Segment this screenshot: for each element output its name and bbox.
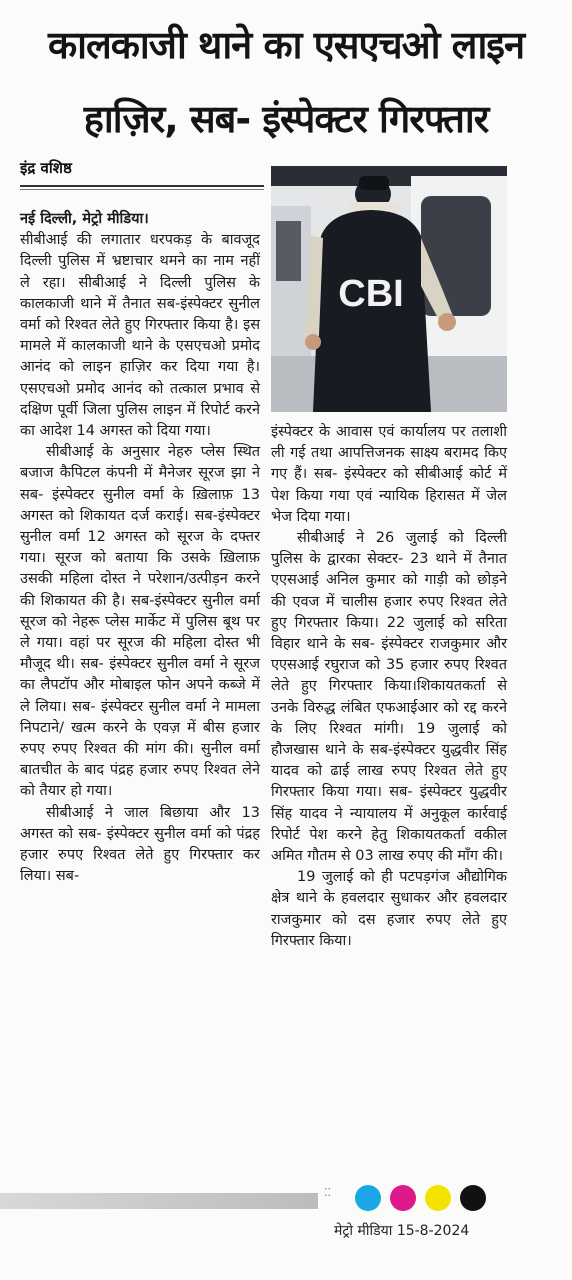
cyan-dot-icon — [355, 1185, 381, 1211]
left-paragraph-1: सीबीआई की लगातार धरपकड़ के बावजूद दिल्ली पुलिस में भ्रष्टाचार थमने का नाम नहीं ले रहा। सीबीआई ने दिल्ली पुलिस के कालकाजी थाने में तैनात सब-इंस्पेक्टर सुनील वर्मा को रिश्वत लेते हुए गिरफ्तार किया है। इस मामले में कालकाजी थाने के एसएचओ प्रमोद आनंद को लाइन हाज़िर कर दिया गया है। एसएचओ प्रमोद आनंद को तत्काल प्रभाव से दक्षिण पूर्वी जिला पुलिस लाइन में रिपोर्ट करने का आदेश 14 अगस्त को दिया गया। — [20, 232, 260, 440]
right-paragraph-1: इंस्पेक्टर के आवास एवं कार्यालय पर तलाशी ली गई तथा आपत्तिजनक साक्ष्य बरामद किए गए हैं। सब- इंस्पेक्टर को सीबीआई कोर्ट में पेश किया गया एवं न्यायिक हिरासत में जेल भेज दिया गया। — [271, 424, 507, 525]
right-paragraph-3: 19 जुलाई को ही पटपड़गंज औद्योगिक क्षेत्र थाने के हवलदार सुधाकर और हवलदार राजकुमार को दस हजार रुपए लेते हुए गिरफ्तार किया। — [271, 869, 507, 949]
left-column — [20, 209, 260, 888]
byline: इंद्र वशिष्ठ — [20, 159, 72, 177]
right-column — [271, 422, 507, 952]
yellow-dot-icon — [425, 1185, 451, 1211]
byline-rule-top — [20, 185, 264, 187]
byline-rule-bottom — [20, 189, 264, 190]
registration-mark-icon: ⁚⁚ — [324, 1186, 331, 1199]
left-paragraph-3: सीबीआई ने जाल बिछाया और 13 अगस्त को सब- इंस्पेक्टर सुनील वर्मा को पंद्रह हजार रुपए रिश्वत लेते हुए गिरफ्तार कर लिया। सब- — [20, 804, 260, 885]
left-paragraph-2: सीबीआई के अनुसार नेहरु प्लेस स्थित बजाज कैपिटल कंपनी में मैनेजर सूरज झा ने सब- इंस्पेक्टर सुनील वर्मा के ख़िलाफ़ 13 अगस्त को शिकायत दर्ज कराई। सब-इंस्पेक्टर सुनील वर्मा 12 अगस्त को सूरज के दफ्तर गया। सूरज को बताया कि उसके ख़िलाफ़ उसकी महिला दोस्त ने परेशान/उत्पीड़न करने की शिकायत की है। सब-इंस्पेक्टर सुनील वर्मा सूरज को नेहरू प्लेस मार्केट में पुलिस बूथ पर ले गया। वहां पर सूरज की महिला दोस्त भी मौजूद थी। सब- इंस्पेक्टर सुनील वर्मा ने सूरज का लैपटॉप और मोबाइल फोन अपने कब्जे में ले लिया। सब- इंस्पेक्टर सुनील वर्मा ने मामला निपटाने/ खत्म करने के एवज़ में बीस हजार रुपए रुपए रिश्वत की मांग की। सुनील वर्मा बातचीत के बाद पंद्रह हजार रुपए रिश्वत लेने को तैयार हो गया। — [20, 444, 260, 800]
black-dot-icon — [460, 1185, 486, 1211]
headline-line-1: कालकाजी थाने का एसएचओ लाइन — [47, 23, 525, 67]
headline-line-2: हाज़िर, सब- इंस्पेक्टर गिरफ्तार — [83, 97, 489, 141]
source-footer: मेट्रो मीडिया 15-8-2024 — [334, 1223, 470, 1239]
right-paragraph-2: सीबीआई ने 26 जुलाई को दिल्ली पुलिस के द्वारका सेक्टर- 23 थाने में तैनात एएसआई अनिल कुमार को गाड़ी को छोड़ने की एवज में चालीस हजार रुपए रिश्वत लेते हुए गिरफ्तार किया। 22 जुलाई को सरिता विहार थाने के सब- इंस्पेक्टर राजकुमार और एएसआई रघुराज को 35 हजार रुपए रिश्वत लेते हुए गिरफ्तार किया।शिकायतकर्ता से उनके विरुद्ध लंबित एफआईआर को रद्द करने के लिए रिश्वत मांगी। 19 जुलाई को हौजखास थाने के सब-इंस्पेक्टर युद्धवीर सिंह यादव को ढाई लाख रुपए रिश्वत लेते हुए गिरफ्तार किया गया। सब- इंस्पेक्टर युद्धवीर सिंह यादव ने न्यायालय में अनुकूल कार्रवाई रिपोर्ट पेश करने हेतु शिकायतकर्ता वकील अमित गौतम से 03 लाख रुपए की माँग की। — [271, 530, 507, 865]
magenta-dot-icon — [390, 1185, 416, 1211]
cbi-badge-text: CBI — [338, 273, 404, 315]
grey-bar — [0, 1193, 318, 1209]
dateline: नई दिल्ली, मेट्रो मीडिया। — [20, 211, 149, 227]
cbi-officer-photo — [271, 166, 507, 412]
